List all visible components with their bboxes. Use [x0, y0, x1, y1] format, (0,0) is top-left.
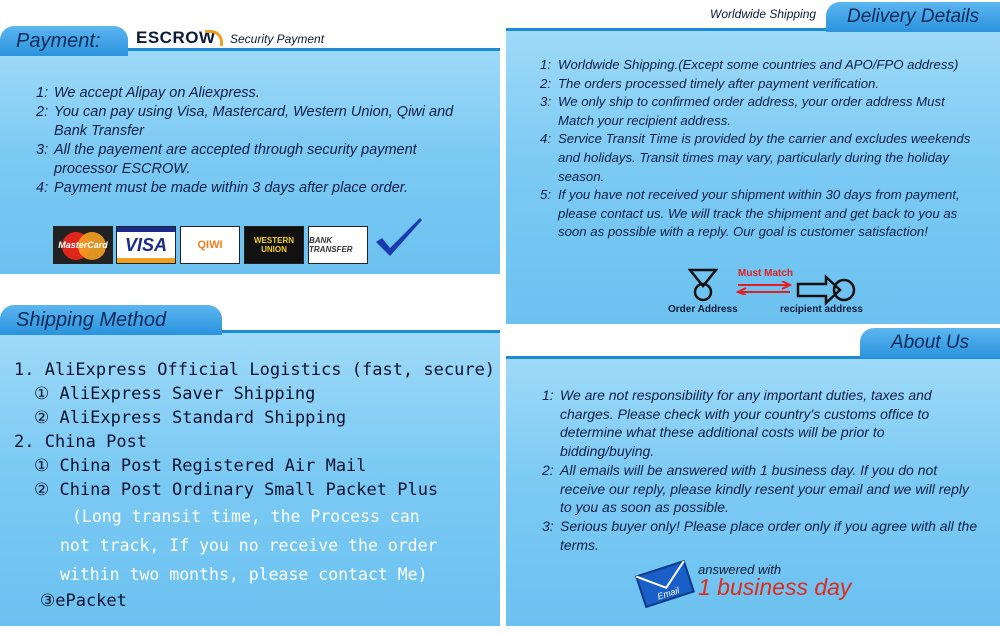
list-item: 3: We only ship to confirmed order address, your order address Must Match your recipient address. — [540, 94, 945, 128]
list-item: 1. AliExpress Official Logistics (fast, secure) — [14, 360, 496, 380]
shipping-tab: Shipping Method — [0, 305, 222, 335]
recipient-address-label: recipient address — [780, 304, 863, 315]
visa-logo: VISA — [116, 226, 176, 264]
list-item: ① China Post Registered Air Mail — [34, 456, 367, 476]
list-item: 1: We are not responsibility for any important duties, taxes and charges. Please check with your country's customs office to determine what these additional costs will be prior to bidding/buying. — [542, 387, 932, 460]
mastercard-logo: MasterCard — [53, 226, 113, 264]
western-union-logo: WESTERN UNION — [244, 226, 304, 264]
must-match-label: Must Match — [738, 268, 793, 279]
shipping-note: not track, If you no receive the order — [60, 536, 438, 555]
escrow-logo: ESCROW — [136, 28, 216, 47]
list-item: 3: All the payement are accepted through security payment processor ESCROW. — [36, 142, 417, 177]
list-item: 2: The orders processed timely after payment verification. — [540, 75, 880, 91]
worldwide-shipping-label: Worldwide Shipping — [710, 7, 817, 21]
list-item: 1: We accept Alipay on Aliexpress. — [36, 85, 260, 101]
list-item: 2: You can pay using Visa, Mastercard, Western Union, Qiwi and Bank Transfer — [36, 104, 454, 139]
business-day-label: 1 business day — [698, 574, 852, 600]
shipping-note: (Long transit time, the Process can — [72, 507, 420, 526]
delivery-list — [540, 56, 976, 242]
email-envelope-icon — [634, 560, 696, 608]
list-item: 2: All emails will be answered with 1 business day. If you do not receive our reply, please kindly resent your email and we will reply to you as soon as possible. — [542, 461, 970, 516]
delivery-tab: Delivery Details — [826, 2, 1000, 32]
shipping-note: within two months, please contact Me) — [60, 565, 428, 584]
list-item: 5: If you have not received your shipment within 30 days from payment, please contact us. We will track the shipment and get back to you as soon as possible with a reply. Our goal is customer satisfaction! — [540, 187, 960, 240]
shipping-list — [14, 358, 494, 613]
list-item: ③ePacket — [40, 591, 127, 611]
list-item: 4: Payment must be made within 3 days after place order. — [36, 180, 409, 196]
list-item: 1: Worldwide Shipping.(Except some countries and APO/FPO address) — [540, 57, 959, 72]
list-item: 3: Serious buyer only! Please place order only if you agree with all the terms. — [542, 517, 978, 553]
list-item: 2. China Post — [14, 432, 148, 452]
escrow-subtitle: Security Payment — [230, 32, 325, 46]
about-tab: About Us — [860, 328, 1000, 358]
list-item: ① AliExpress Saver Shipping — [34, 384, 316, 404]
qiwi-logo: QIWI — [180, 226, 240, 264]
payment-list — [36, 84, 476, 198]
list-item: ② China Post Ordinary Small Packet Plus — [34, 480, 439, 500]
answered-with-label: answered with — [698, 562, 782, 577]
exchange-arrows-icon — [736, 281, 792, 295]
svg-text:Email: Email — [656, 585, 681, 602]
bank-transfer-logo: BANK TRANSFER — [308, 226, 368, 264]
recipient-address-icon — [796, 274, 856, 306]
checkmark-icon — [372, 216, 426, 264]
list-item: 4: Service Transit Time is provided by the carrier and excludes weekends and holidays. Transit times may vary, particularly during the holiday season. — [540, 131, 971, 184]
list-item: ② AliExpress Standard Shipping — [34, 408, 347, 428]
order-address-label: Order Address — [668, 304, 738, 315]
about-list — [542, 386, 978, 554]
payment-tab: Payment: — [0, 26, 128, 56]
order-address-icon — [688, 268, 718, 302]
escrow-arc-icon — [205, 30, 223, 46]
